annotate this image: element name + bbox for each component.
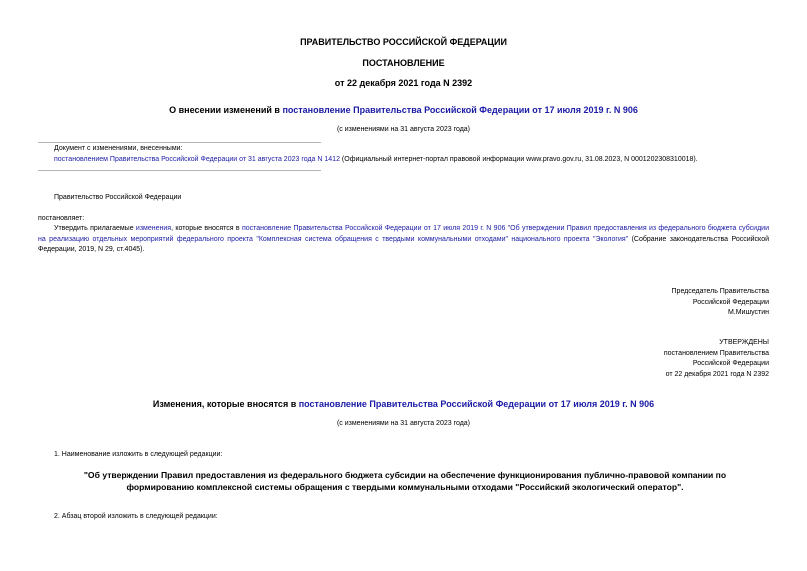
- document-title-prefix: О внесении изменений в: [169, 105, 283, 115]
- decree-906-link[interactable]: постановление Правительства Российской Федерации от 17 июля 2019 г. N 906 "Об утверждении Правил предоставления из федерального бюджета субсидии на реализацию отдельных мероприятий федерального проекта "Комплексная система обращения с твердыми коммунальными отходами" национального проекта "Экология": [38, 225, 769, 243]
- document-title: [0, 104, 807, 116]
- approval-line-3: Российской Федерации: [692, 360, 769, 367]
- item-2: 2. Абзац второй изложить в следующей редакции:: [54, 513, 218, 520]
- changes-revision-note: (с изменениями на 31 августа 2023 года): [336, 420, 471, 427]
- document-date: от 22 декабря 2021 года N 2392: [334, 78, 473, 88]
- signature-position: Председатель Правительства: [671, 288, 769, 295]
- changes-box-label: Документ с изменениями, внесенными:: [54, 145, 183, 152]
- government-line: Правительство Российской Федерации: [54, 194, 182, 201]
- new-title-quote: "Об утверждении Правил предоставления из федерального бюджета субсидии на обеспечение функционирования публично-правовой компании по формированию комплексной системы обращения с твердыми коммунальными отходами "Российский экологический оператор".: [83, 470, 727, 492]
- government-title: ПРАВИТЕЛЬСТВО РОССИЙСКОЙ ФЕДЕРАЦИИ: [300, 37, 507, 47]
- publication-info: (Официальный интернет-портал правовой информации www.pravo.gov.ru, 31.08.2023, N 0001202308310018).: [339, 156, 698, 163]
- item-1: 1. Наименование изложить в следующей редакции:: [54, 451, 223, 458]
- resolution-paragraph: [38, 224, 769, 256]
- amending-decree-link[interactable]: постановлением Правительства Российской Федерации от 31 августа 2023 года N 1412: [54, 156, 340, 163]
- changes-box-source: [54, 155, 774, 166]
- changes-box-top-rule: [38, 142, 321, 143]
- changes-title-decree-link[interactable]: постановление Правительства Российской Федерации от 17 июля 2019 г. N 906: [298, 399, 655, 409]
- approval-line-2: постановлением Правительства: [663, 349, 769, 357]
- changes-box-bottom-rule: [38, 170, 321, 171]
- document-type: ПОСТАНОВЛЕНИЕ: [362, 58, 445, 68]
- changes-title: [0, 398, 807, 410]
- approval-date: от 22 декабря 2021 года N 2392: [665, 370, 769, 378]
- changes-title-prefix: Изменения, которые вносятся в: [152, 399, 299, 409]
- decrees-word: постановляет:: [38, 215, 85, 222]
- signature-block: [672, 287, 769, 319]
- paragraph-text-1: Утвердить прилагаемые: [54, 225, 136, 232]
- paragraph-text-3: (Собрание законодательства Российской Федерации, 2019, N 29, ст.4045).: [38, 235, 770, 253]
- changes-link[interactable]: изменения: [135, 225, 172, 232]
- approval-title: УТВЕРЖДЕНЫ: [719, 339, 769, 346]
- paragraph-text-2: , которые вносятся в: [171, 225, 242, 232]
- amended-decree-link[interactable]: постановление Правительства Российской Федерации от 17 июля 2019 г. N 906: [282, 105, 638, 115]
- signature-name: М.Мишустин: [727, 309, 769, 316]
- approval-block: [664, 338, 769, 380]
- signature-org: Российской Федерации: [692, 298, 769, 306]
- revision-note: (с изменениями на 31 августа 2023 года): [336, 126, 471, 133]
